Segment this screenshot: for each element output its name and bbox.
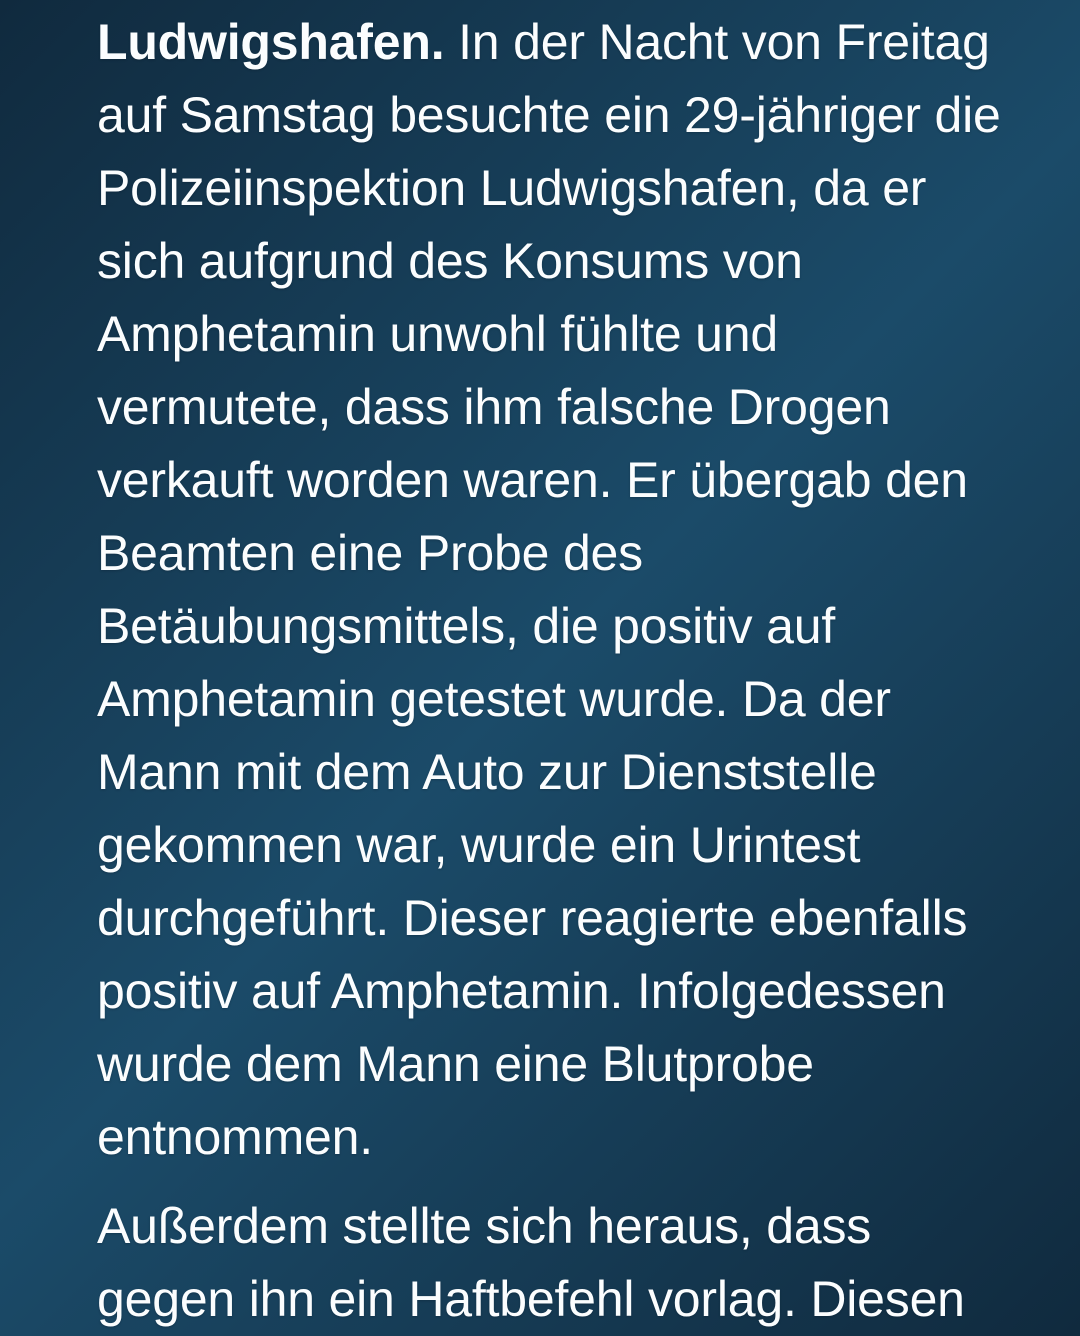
article-lead-word: Ludwigshafen. — [97, 14, 445, 70]
article-line-text: In der Nacht von Freitag — [458, 14, 990, 70]
article-line: Amphetamin getestet wurde. Da der — [97, 671, 891, 727]
article-paragraph-1 — [97, 6, 1020, 1174]
lead-space — [444, 14, 458, 70]
article-line: Amphetamin unwohl fühlte und — [97, 306, 778, 362]
article-line: Polizeiinspektion Ludwigshafen, da er — [97, 160, 927, 216]
article-line: gegen ihn ein Haftbefehl vorlag. Diesen — [97, 1271, 965, 1327]
article-line: Mann mit dem Auto zur Dienststelle — [97, 744, 877, 800]
article-line: durchgeführt. Dieser reagierte ebenfalls — [97, 890, 968, 946]
article-line: Betäubungsmittels, die positiv auf — [97, 598, 836, 654]
article-line: Außerdem stellte sich heraus, dass — [97, 1198, 872, 1254]
article-line: wurde dem Mann eine Blutprobe — [97, 1036, 814, 1092]
article-line: gekommen war, wurde ein Urintest — [97, 817, 861, 873]
article-line: vermutete, dass ihm falsche Drogen — [97, 379, 891, 435]
article-line: verkauft worden waren. Er übergab den — [97, 452, 968, 508]
article-line: Beamten eine Probe des — [97, 525, 643, 581]
article-line — [97, 6, 1020, 79]
article-line: auf Samstag besuchte ein 29-jähriger die — [97, 87, 1001, 143]
article-line: positiv auf Amphetamin. Infolgedessen — [97, 963, 946, 1019]
article-paragraph-2 — [97, 1190, 1020, 1336]
article-line: entnommen. — [97, 1109, 373, 1165]
article-line: sich aufgrund des Konsums von — [97, 233, 803, 289]
